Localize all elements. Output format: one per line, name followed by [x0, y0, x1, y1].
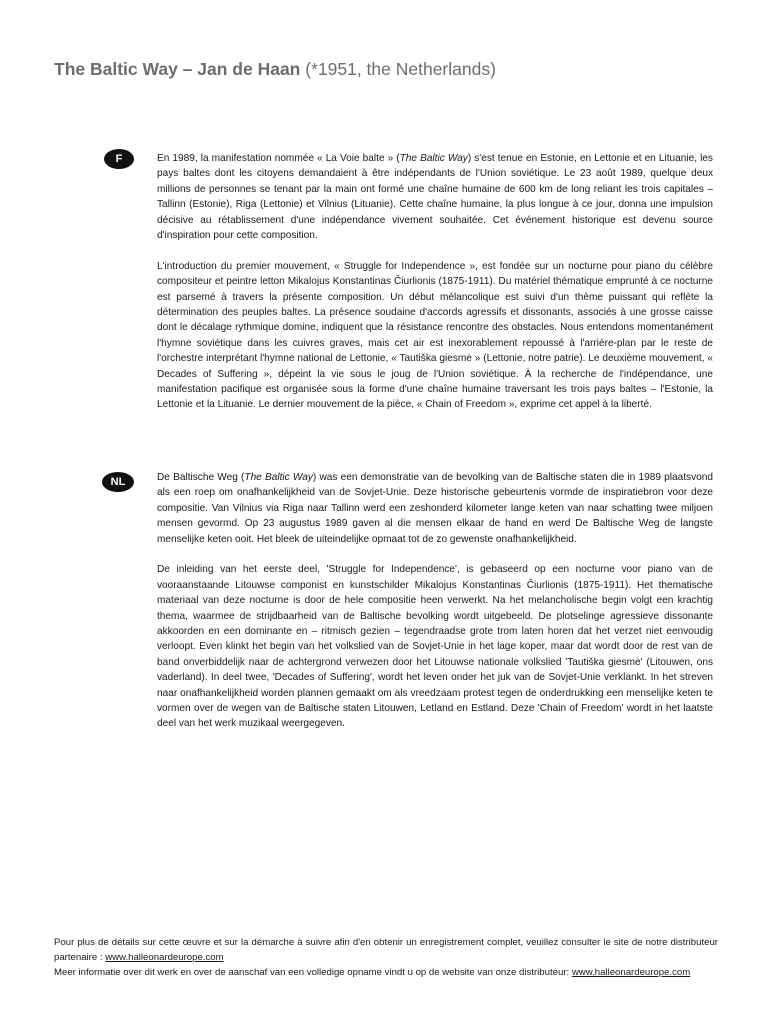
french-paragraph-1 [157, 151, 713, 243]
dutch-p1-text-b: ) was een demonstratie van de bevolking van de Baltische staten die in 1989 plaatsvond als een roep om onafhankelijkheid van de Sovjet-Unie. Deze historische gebeurtenis vormde de inspiratiebron voor deze compositie. Van Vilnius via Riga naar Tallinn werd een zeshonderd kilometer lange keten van naar schatting twee miljoen mensen gevormd. Op 23 augustus 1989 gaven al die mensen elkaar de hand en werd De Baltische Weg de langste menselijke keten ooit. Het bleek de uiteindelijke opmaat tot de zo gewenste onafhankelijkheid. [157, 472, 713, 545]
dutch-section [157, 470, 713, 747]
dutch-paragraph-2: De inleiding van het eerste deel, 'Struggle for Independence', is gebaseerd op een nocturne voor piano van de vooraanstaande Litouwse componist en kunstschilder Mikalojus Konstantinas Čiurlionis (1875-1911). Het thematische materiaal van deze nocturne is door de hele compositie heen verwerkt. Na het melancholische begin volgt een krachtig thema, waarmee de strijdbaarheid van de Baltische bevolking wordt uitgebeeld. De plotselinge agressieve dissonante akkoorden en een dominante en – ritmisch gezien – tegendraadse grote trom laten horen dat het verzet niet eenvoudig verloopt. Even klinkt het begin van het volkslied van de Sovjet-Unie in het lage koper, maar dat wordt door de rest van de band onverbiddelijk naar de achtergrond verwezen door het Litouwse nationale volkslied 'Tautiška giesmė' (Litouwen, ons vaderland). In deel twee, 'Decades of Suffering', wordt het leven onder het juk van de Sovjet-Unie verklankt. In het streven naar onafhankelijkheid worden plannen gemaakt om als vreedzaam protest tegen de onderdrukking een menselijke keten te vormen over de wegen van de Baltische staten Litouwen, Letland en Estland. Deze 'Chain of Freedom' wordt in het laatste deel van het werk muzikaal weergegeven. [157, 564, 713, 730]
french-paragraph-2: L'introduction du premier mouvement, « Struggle for Independence », est fondée sur un nocturne pour piano du célèbre compositeur et peintre letton Mikalojus Konstantinas Čiurlionis (1875-1911). Du matériel thématique emprunté à ce nocturne est parsemé à travers la présente composition. Un début mélancolique est suivi d'un thème puissant qui reflète la détermination des peuples baltes. La présence soudaine d'accords agressifs et dissonants, associés à une grosse caisse dont le décalage rythmique domine, indiquent que la résistance rencontre des obstacles. Nous entendons momentanément l'hymne soviétique dans les cuivres graves, mais cet air est inexorablement repoussé à l'arrière-plan par le reste de l'orchestre interprétant l'hymne national de Lettonie, « Tautiška giesmė » (Lettonie, notre patrie). Le deuxième mouvement, « Decades of Suffering », dépeint la vie sous le joug de l'Union soviétique. À la recherche de l'indépendance, une manifestation pacifique est organisée sous la forme d'une chaîne humaine traversant les trois pays baltes – l'Estonie, la Lettonie et la Lituanie. Le dernier mouvement de la pièce, « Chain of Freedom », exprime cet appel à la liberté. [157, 260, 713, 411]
footer-dutch-link[interactable]: www.halleonardeurope.com [571, 967, 691, 979]
dutch-p1-text-a: De Baltische Weg ( [157, 472, 245, 483]
french-section [157, 151, 713, 428]
french-p1-text-a: En 1989, la manifestation nommée « La Voie balte » ( [157, 153, 400, 164]
footer-note [54, 935, 718, 981]
title-composer-info: (*1951, the Netherlands) [300, 59, 496, 79]
page-title [54, 59, 744, 80]
french-p1-italic-title: The Baltic Way [399, 153, 468, 164]
footer-dutch-text: Meer informatie over dit werk en over de aanschaf van een volledige opname vindt u op de website van onze distributeur: [54, 967, 572, 979]
title-work-and-composer: The Baltic Way – Jan de Haan [54, 59, 301, 79]
language-badge-dutch: NL [102, 472, 134, 492]
french-p1-text-b: ) s'est tenue en Estonie, en Lettonie et en Lituanie, les pays baltes dont les citoyens demandaient à être indépendants de l'Union soviétique. Le 23 août 1989, quelque deux millions de personnes se tenant par la main ont formé une chaîne humaine de 600 km de long reliant les trois capitales – Tallinn (Estonie), Riga (Lettonie) et Vilnius (Lituanie). Cette chaîne humaine, la plus longue à ce jour, donna une impulsion décisive au rétablissement d'une indépendance vivement souhaitée. Cet événement historique est devenu source d'inspiration pour cette composition. [157, 153, 713, 242]
footer-dutch-line [54, 965, 718, 980]
footer-french-link[interactable]: www.halleonardeurope.com [105, 952, 224, 964]
footer-french-text: Pour plus de détails sur cette œuvre et sur la démarche à suivre afin d'en obtenir un enregistrement complet, veuillez consulter le site de notre distributeur partenaire : [54, 937, 718, 964]
footer-french-line [54, 935, 718, 965]
language-badge-french: F [104, 149, 134, 169]
dutch-paragraph-1 [157, 470, 713, 547]
dutch-p1-italic-title: The Baltic Way [244, 472, 313, 483]
